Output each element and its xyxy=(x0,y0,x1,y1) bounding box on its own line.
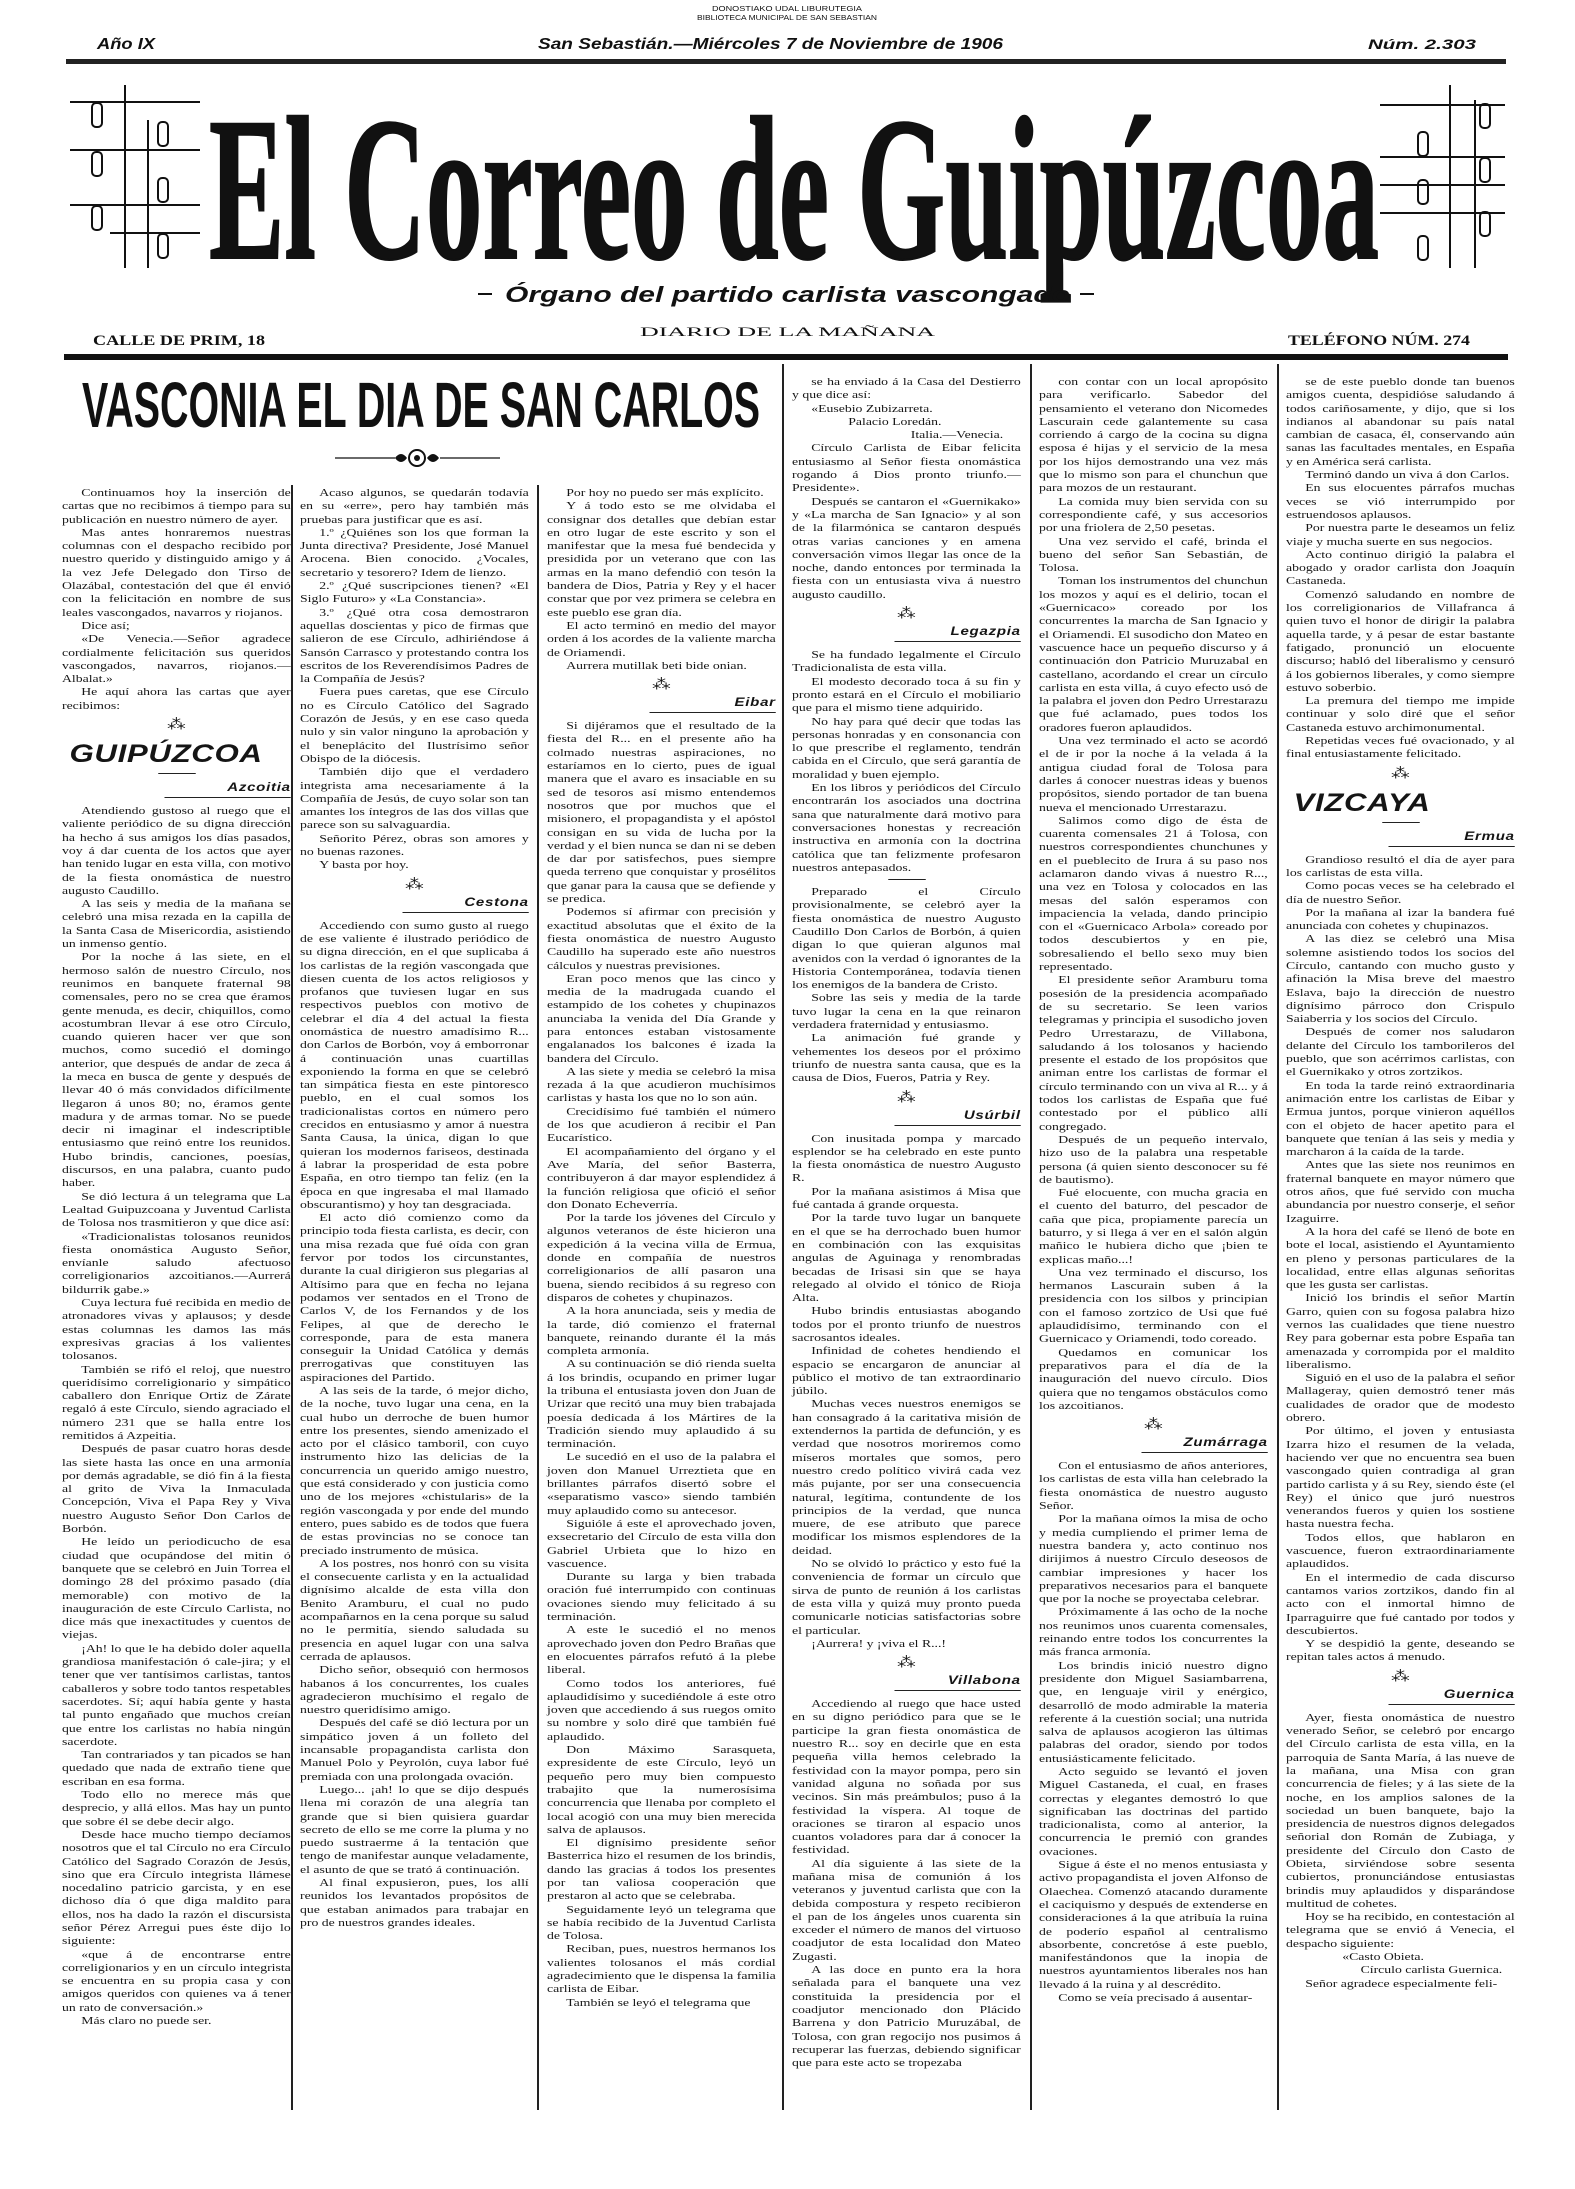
paragraph: Terminó dando un viva á don Carlos. xyxy=(1305,469,1510,482)
locality-heading: Eibar xyxy=(650,695,776,713)
paragraph: Le sucedió en el uso de la palabra el joven don Manuel Urreztieta que en brillantes párrafos disertó sobre el «separatismo vasco» siendo también muy aplaudido como su antecesor. xyxy=(547,1451,776,1517)
paragraph: El acompañamiento del órgano y el Ave María, del señor Basterra, contribuyeron á dar mayor esplendidez á la función religiosa que ofició el señor don Donato Echeverría. xyxy=(547,1145,776,1211)
telegraph-pole-illustration-right xyxy=(1380,85,1505,268)
asterism-ornament xyxy=(62,717,291,733)
paragraph: Siguióle á este el aprovechado joven, exsecretario del Círculo de esta villa don Gabriel Urbieta que lo hizo en vascuence. xyxy=(547,1517,776,1570)
paragraph: Crecidísimo fué también el número de los que acudieron á recibir el Pan Eucarístico. xyxy=(547,1105,776,1145)
paragraph: A las diez se celebró una Misa solemne asistiendo todos los socios del Círculo, cantando con mucho gusto y afinación la Misa breve del maestro Eslava, bajo la dirección de nuestro dignísimo párroco don Crispulo Saiaberria y los socios del Círculo. xyxy=(1286,933,1515,1026)
paragraph: Por la mañana oímos la misa de ocho y media cumpliendo el primer lema de nuestra bandera y, acto continuo nos dirijimos á nuestro Círculo deseosos de cambiar impresiones y hacer los preparativos necesarios para el banquete que por la noche se proyectaba celebrar. xyxy=(1039,1513,1268,1606)
paragraph: Accediendo al ruego que hace usted en su digno periódico para que se le participe la gran fiesta onomástica de nuestro R... soy en decirle que en esta pequeña villa hemos celebrado la festividad con la mayor pompa, pero sin vanidad alguna no soñada por sus vecinos. Sin más preámbulos; puso á la festividad la víspera. Al toque de oraciones se tiraron al espacio unos cuantos voladores para dar á conocer la festividad. xyxy=(792,1698,1021,1857)
paragraph: El presidente señor Aramburu toma posesión de la presidencia acompañado de su secretario. Se leen varios telegramas y principia el susodicho joven Pedro Urrestarazu, de Villabona, saludando á los tolosanos y haciendo presente el estado de los propósitos que animan entre los carlistas de formar el círculo terminando con un viva al R... y á todos los carlistas de España que fué contestado por el público allí congregado. xyxy=(1039,974,1268,1133)
paragraph: Por último, el joven y entusiasta Izarra hizo el resumen de la velada, haciendo ver que no encuentra sea buen vascongado quien contradiga al gran partido carlista y á su Rey, siendo éste (el Rey) el único que juró nuestros venerandos fueros y quien los sostiene hasta nuestra fecha. xyxy=(1286,1425,1515,1531)
article-column-6 xyxy=(1286,376,1515,1991)
paragraph: Y se despidió la gente, deseando se repitan tales actos á menudo. xyxy=(1286,1638,1515,1664)
paragraph: La comida muy bien servida con su correspondiente café, y sus accesorios por una friolera de 2,50 pesetas. xyxy=(1039,495,1268,535)
locality-heading: Ermua xyxy=(1389,829,1515,847)
asterism-ornament xyxy=(792,1655,1021,1671)
paragraph: Inició los brindis el señor Martín Garro, quien con su fogosa palabra hizo vernos las cualidades que tiene nuestro Rey para gobernar esta pobre España tan amenazada y corrompida por el maldito liberalismo. xyxy=(1286,1292,1515,1371)
paragraph: Se ha fundado legalmente el Círculo Tradicionalista de esta villa. xyxy=(792,649,1021,675)
year-label: Año IX xyxy=(95,36,157,53)
paragraph: Salimos como digo de ésta de cuarenta comensales 21 á Tolosa, con nuestros correspondientes chunchunes y en el pueblecito de Irura á su paso nos aclamaron dando vivas á nuestro R..., una vez en Tolosa y colocados en las mesas del salón esperamos con impaciencia la velada, dando principio con el «Guernicaco Arbola» coreado por todos descubiertos y en pie, sobresaliendo el bello sexo muy bien representado. xyxy=(1039,814,1268,974)
paragraph: La animación fué grande y vehementes los deseos por el próximo triunfo de nuestra santa causa, que es la causa de Dios, Fueros, Patria y Rey. xyxy=(792,1032,1021,1085)
paragraph: Por la mañana al izar la bandera fué anunciada con cohetes y chupinazos. xyxy=(1286,906,1515,933)
paragraph: Comenzó saludando en nombre de los correligionarios de Villafranca á quien tuvo el honor de dirigir la palabra aquella tarde, y á pesar de estar bastante fatigado, pronunció un elocuente discurso; habló del liberalismo y censuró á los gobiernos liberales, y como siempre estuvo soberbio. xyxy=(1286,588,1515,694)
paragraph: Reciban, pues, nuestros hermanos los valientes tolosanos el más cordial agradecimiento que le dispensa la familia carlista de Eibar. xyxy=(547,1943,776,1996)
locality-heading: Azcoitia xyxy=(165,780,291,798)
paragraph: También se leyó el telegrama que xyxy=(566,1996,751,2009)
paragraph: Por nuestra parte le deseamos un feliz viaje y mucha suerte en sus negocios. xyxy=(1286,522,1515,548)
paragraph: ¡Aurrera! y ¡viva el R...! xyxy=(811,1637,947,1650)
paragraph: Los brindis inició nuestro digno presidente don Miguel Sasiambarrena, que, en lenguaje viril y enérgico, desarrolló de modo admirable la materia referente á la cuestión social; una nutrida salva de aplausos acogieron las últimas palabras del orador, siendo por todos entusiásticamente felicitado. xyxy=(1039,1659,1268,1765)
issue-number: Núm. 2.303 xyxy=(1368,36,1477,52)
dateline: San Sebastián.—Miércoles 7 de Noviembre de 1906 xyxy=(538,36,1004,53)
paragraph: Y basta por hoy. xyxy=(319,859,409,872)
paragraph: También dijo que el verdadero integrista ama necesariamente á la Compañía de Jesús, de cuyo solar son tan amantes los íntegros de las dos villas que parece son su salvaguardia. xyxy=(300,766,529,832)
article-column-4 xyxy=(792,376,1021,2070)
asterism-ornament xyxy=(300,877,529,893)
tagline: DIARIO DE LA MAÑANA xyxy=(640,324,937,339)
paragraph: He leído un periodicucho de esa ciudad que ocupándose del mitin ó banquete que se celebró en Juin Torrea el domingo 28 del próximo pasado (día memorable) con motivo de la inauguración de este Círculo Carlista, no dice más que inexactitudes y cuentos de viejas. xyxy=(62,1536,291,1642)
address: CALLE DE PRIM, 18 xyxy=(93,333,265,349)
paragraph: Al día siguiente á las siete de la mañana misa de comunión á los veteranos y juventud carlista que con la debida compostura y respeto recibieron el pan de los ángeles unos cuarenta sin exceder el número de manos del virtuoso coadjutor de esta localidad don Mateo Zugasti. xyxy=(792,1857,1021,1963)
paragraph: Infinidad de cohetes hendiendo el espacio se encargaron de anunciar al público el motivo de tan extraordinario júbilo. xyxy=(792,1345,1021,1398)
paragraph: Después de pasar cuatro horas desde las siete hasta las once en una armonía por demás agradable, se dió fin á la fiesta al grito de Viva la Inmaculada Concepción, Viva el Papa Rey y Viva nuestro Augusto Señor Don Carlos de Borbón. xyxy=(62,1443,291,1536)
paragraph: Como se veía precisado á ausentar- xyxy=(1058,1992,1253,2005)
paragraph: se ha enviado á la Casa del Destierro y que dice así: xyxy=(792,376,1021,402)
paragraph: se de este pueblo donde tan buenos amigos cuenta, despidióse saludando á todos cariñosamente, y dijo, que si los indianos al abandonar su país natal cambian de casaca, él, conservando aún sanas las facultades mentales, en España y en América será carlista. xyxy=(1286,376,1515,468)
separator-rule xyxy=(888,879,926,880)
asterism-ornament xyxy=(1039,1417,1268,1433)
article-column-3 xyxy=(547,487,776,2010)
paragraph: Y á todo esto se me olvidaba el consignar dos detalles que debían estar en otro lugar de este escrito y son el manifestar que la mesa fué bendecida y presidida por un veterano que con las armas en la mano defendió con tesón la bandera de Dios, Patria y Rey y el hacer constar que por vez primera se celebra en este pueblo ese gran día. xyxy=(547,500,776,619)
paragraph: También se rifó el reloj, que nuestro queridísimo correligionario y simpático caballero don Enrique Ortiz de Zárate regaló á este Círculo, siendo agraciado el número 231 que se halla entre los remitidos á Azpeitia. xyxy=(62,1363,291,1442)
paragraph: A la hora del café se llenó de bote en bote el local, asistiendo el Ayuntamiento en pleno y personas particulares de la localidad, entre ellas algunas señoritas que les gusta ser carlistas. xyxy=(1286,1225,1515,1292)
paragraph: «que á de encontrarse entre correligionarios y en un círculo integrista se encuentra en su propia casa y con amigos queridos con quienes va á tener un rato de conversación.» xyxy=(62,1948,291,2014)
paragraph: A este le sucedió el no menos aprovechado joven don Pedro Brañas que en elocuentes párrafos refutó á la plebe liberal. xyxy=(547,1624,776,1677)
paragraph: Todos ellos, que hablaron en vascuence, fueron extraordinariamente aplaudidos. xyxy=(1286,1531,1515,1571)
paragraph: Acto seguido se levantó el joven Miguel Castaneda, el cual, en frases correctas y elegantes demostró lo que significaban las doctrinas del partido tradicionalista, como al anterior, la concurrencia le premió con grandes ovaciones. xyxy=(1039,1765,1268,1858)
paragraph: Accediendo con sumo gusto al ruego de ese valiente é ilustrado periódico de su digna dirección, en el que suplicaba á los carlistas de la región vascongada que diesen cuenta de los actos religiosos y profanos que tuviesen lugar en sus respectivos pueblos con motivo de celebrar el día 4 del actual la fiesta onomástica de nuestro amadísimo R... don Carlos de Borbón, voy á emborronar á continuación unas cuartillas exponiendo la forma en que se celebró tan simpática fiesta en este pintoresco pueblo, en el cual somos los tradicionalistas cortos en número pero crecidos en entusiasmo y amor á nuestra Santa Causa, la única, digan lo que quieran los modernos fariseos, destinada á labrar la prosperidad de esta pobre España, en otro tiempo tan feliz (en la época en que ingresaba el mal llamado obscurantismo) y hoy tan desgraciada. xyxy=(300,919,529,1211)
paragraph: Aurrera mutillak beti bide onian. xyxy=(566,659,747,672)
paragraph: Mas antes honraremos nuestras columnas con el despacho recibido por nuestro querido y distinguido amigo y á la vez Jefe Delegado don Tirso de Olazábal, contestación del que él envió con la felicitación en nombre de sus leales vascongados, navarros y riojanos. xyxy=(62,526,291,619)
paragraph: En sus elocuentes párrafos muchas veces se vió interrumpido por estruendosos aplausos. xyxy=(1286,482,1515,521)
asterism-ornament xyxy=(547,677,776,693)
paragraph: Una vez terminado el acto se acordó el de ir por la noche á la velada á la antigua ciudad foral de Tolosa para darles á conocer nuestras ideas y buenos propósitos, siendo portador de tan buena nueva el mencionado Urrestarazu. xyxy=(1039,735,1268,814)
paragraph: A las seis y media de la mañana se celebró una misa rezada en la capilla de la Santa Casa de Misericordia, asistiendo un inmenso gentío. xyxy=(62,898,291,951)
locality-heading: Villabona xyxy=(895,1673,1021,1691)
paragraph: Tan contrariados y tan picados se han quedado que nada de extraño tiene que escriban en esa forma. xyxy=(62,1749,291,1788)
paragraph: Dice así; xyxy=(81,619,130,632)
paragraph: Por la mañana asistimos á Misa que fué cantada á grande orquesta. xyxy=(792,1185,1021,1212)
telegram-address-line: Palacio Loredán. xyxy=(848,415,942,428)
paragraph: A su continuación se dió rienda suelta á los brindis, ocupando en primer lugar la tribuna el entusiasta joven don Juan de Urizar que recitó una muy bien trabajada poesía dedicada á los Mártires de la Tradición siendo muy aplaudido á su terminación. xyxy=(547,1358,776,1451)
masthead-subtitle: Órgano del partido carlista vascongado xyxy=(505,282,1070,307)
paragraph: Continuamos hoy la inserción de cartas que no recibimos á tiempo para su publicación en nuestro número de ayer. xyxy=(62,487,291,526)
paragraph: El modesto decorado toca á su fin y pronto estará en el Círculo el mobiliario que para el mismo tiene adquirido. xyxy=(792,675,1021,715)
paragraph: Todo ello no merece más que desprecio, y allá ellos. Mas hay un punto que sobre él se debe decir algo. xyxy=(62,1789,291,1828)
paragraph: A las siete y media se celebró la misa rezada á la que acudieron muchísimos carlistas y hasta los que no lo son aún. xyxy=(547,1065,776,1105)
paragraph: Por hoy no puedo ser más explícito. xyxy=(566,487,764,499)
column-rule xyxy=(1030,364,1032,2110)
paragraph: La premura del tiempo me impide continuar y solo diré que el señor Castaneda estuvo archimonumental. xyxy=(1286,695,1515,734)
headline: VASCONIA EL DIA DE SAN CARLOS xyxy=(82,369,760,441)
paragraph: Eran poco menos que las cinco y media de la madrugada cuando el estampido de los cohetes y chupinazos anunciaba la venida del Día Grande y para entonces estaban vistosamente engalanados los balcones é izada la bandera del Círculo. xyxy=(547,972,776,1065)
masthead-header xyxy=(0,0,1575,370)
paragraph: El dignísimo presidente señor Basterrica hizo el resumen de los brindis, dando las gracias á todos los presentes por tan valiosa cooperación que prestaron al acto que se celebraba. xyxy=(547,1837,776,1903)
paragraph: Por la noche á las siete, en el hermoso salón de nuestro Círculo, nos reunimos en banquete fraternal 98 comensales, pero no se crea que éramos gente menuda, es decir, chiquillos, como acostumbran llevar á ese otro Círculo, cuando quieren hacer ver que son muchos, como sucedió el domingo anterior, que después de andar de zeca á la meca en busca de gente y después de llevar 40 ó más convidados difícilmente llegaron á unos 80; no, éramos gente madura y de armas tomar. No se puede decir ni imaginar el indescriptible entusiasmo que reinó entre los reunidos. Hubo brindis, canciones, poesías, discursos, en una palabra, cuanto pudo haber. xyxy=(62,951,291,1190)
paragraph: Quedamos en comunicar los preparativos para el día de la inauguración del nuevo círculo. Dios quiera que no tengamos obstáculos como los azcoitianos. xyxy=(1039,1346,1268,1412)
paragraph: En el intermedio de cada discurso cantamos varios zortzikos, dando fin al acto con el inmortal himno de Iparraguirre que fué cantado por todos y descubiertos. xyxy=(1286,1571,1515,1637)
paragraph: Al final expusieron, pues, los allí reunidos los levantados propósitos de que estaban animados para trabajar en pro de nuestros grandes ideales. xyxy=(300,1876,529,1929)
paragraph: A los postres, nos honró con su visita el consecuente carlista y en la actualidad dignísimo alcalde de esta villa don Benito Aramburu, el cual no pudo acompañarnos en la cena porque su salud no le permitía, siendo saludada su presencia en aquel lugar con una salva cerrada de aplausos. xyxy=(300,1557,529,1663)
paragraph: No se olvidó lo práctico y esto fué la conveniencia de formar un círculo que sirva de punto de reunión á los carlistas de esta villa y quizá muy pronto pueda comunicarle noticias satisfactorias sobre el particular. xyxy=(792,1558,1021,1637)
paragraph: Más claro no puede ser. xyxy=(81,2015,212,2028)
paragraph: Toman los instrumentos del chunchun los mozos y aquí es el delirio, tocan el «Guernicaco» coreado por los concurrentes la marcha de San Ignacio y el Oriamendi. El susodicho don Mateo en vascuence hace un pequeño discurso y á continuación don Patricio Muruzabal en castellano, acordando el crear un círculo carlista en esta villa, á cuyo efecto usó de la palabra el joven don Pedro Urrestarazu que fué aclamado, pues todos los oradores fueron aplaudidos. xyxy=(1039,575,1268,734)
paragraph: Antes que las siete nos reunimos en fraternal banquete en mayor número que otros años, que fué servido con mucha abundancia por nuestro conserje, el señor Izaguirre. xyxy=(1286,1159,1515,1225)
headline-block xyxy=(0,360,790,485)
asterism-ornament xyxy=(1286,1669,1515,1685)
article-column-5 xyxy=(1039,376,1268,2005)
region-heading: VIZCAYA xyxy=(1293,788,1431,817)
paragraph: Seguidamente leyó un telegrama que se había recibido de la Juventud Carlista de Tolosa. xyxy=(547,1903,776,1943)
column-rule xyxy=(537,485,539,2110)
asterism-ornament xyxy=(792,606,1021,622)
column-rule xyxy=(1277,364,1279,2110)
paragraph: El acto terminó en medio del mayor orden á los acordes de la valiente marcha de Oriamendi. xyxy=(547,619,776,659)
paragraph: Acaso algunos, se quedarán todavía en su «erre», pero hay también más pruebas para justificar que es así. xyxy=(300,487,529,526)
paragraph: Don Máximo Sarasqueta, expresidente de este Círculo, leyó un pequeño pero muy bien compuesto trabajito que la numerosísima concurrencia que llenaba por completo el local acogió con una muy bien merecida salva de aplausos. xyxy=(547,1744,776,1836)
paragraph: Sobre las seis y media de la tarde tuvo lugar la cena en la que reinaron verdadera fraternidad y entusiasmo. xyxy=(792,992,1021,1032)
paragraph: Como todos los anteriores, fué aplaudidísimo y sucediéndole á este otro joven que accediendo á sus ruegos omito su nombre y solo diré que también fué aplaudido. xyxy=(547,1677,776,1743)
paragraph: Una vez terminado el discurso, los hermanos Lascurain suben á la presidencia con los silbos y principian con el famoso zortzico de Usi que fué aplaudidísimo, terminando con el Guernicaco y Oriamendi, todo coreado. xyxy=(1039,1266,1268,1346)
paragraph: Por la tarde los jóvenes del Círculo y algunos veteranos de éste hicieron una expedición á la vecina villa de Ermua, donde en compañía de nuestros correligionarios de allí pasaron una buena, siendo recibidos á su regreso con disparos de cohetes y chupinazos. xyxy=(547,1212,776,1304)
paragraph: Como pocas veces se ha celebrado el día de nuestro Señor. xyxy=(1286,880,1515,906)
paragraph: Después se cantaron el «Guernikako» y «La marcha de San Ignacio» y al son de la filarmónica se cantaron después otras varias canciones y en amena conversación vimos llegar las once de la noche, dando entonces por terminada la fiesta con un entusiasta viva á nuestro augusto caudillo. xyxy=(792,495,1021,601)
library-stamp-line-2: BIBLIOTECA MUNICIPAL DE SAN SEBASTIAN xyxy=(697,15,877,22)
paragraph: Fuera pues caretas, que ese Círculo no es Círculo Católico del Sagrado Corazón de Jesús, y en ese caso queda nulo y sin valor ninguno la aprobación y el beneplácito del Ilustrísimo señor Obispo de la diócesis. xyxy=(300,686,529,765)
ornament-divider xyxy=(335,450,500,466)
paragraph: Hubo brindis entusiastas abogando todos por el pronto triunfo de nuestros sacrosantos ideales. xyxy=(792,1305,1021,1344)
masthead-title: El Correo de Guipúzcoa xyxy=(209,76,1379,303)
paragraph: Después del café se dió lectura por un simpático joven á un folleto del incansable propagandista carlista don Manuel Polo y Peyrolón, cuya labor fué premiada con una prolongada ovación. xyxy=(300,1717,529,1783)
paragraph: Señor agradece especialmente feli- xyxy=(1305,1977,1498,1990)
paragraph: Muchas veces nuestros enemigos se han consagrado á la caritativa misión de extendernos la partida de defunción, y es verdad que nosotros moriremos como míseros mortales que somos, pero nuestro credo político vivirá cada vez más pujante, por ser una consecuencia natural, legítima, contundente de los principios de la verdad, que nunca muere, de ese atributo que parece modificar los mismos esplendores de la deidad. xyxy=(792,1398,1021,1557)
telegram-address-line: «Casto Obieta. xyxy=(1342,1951,1424,1964)
library-stamp-line-1: DONOSTIAKO UDAL LIBURUTEGIA xyxy=(712,6,863,13)
paragraph: Próximamente á las ocho de la noche nos reunimos unos cuarenta comensales, reinando entre todos los concurrentes la más franca armonía. xyxy=(1039,1606,1268,1659)
paragraph: Después de un pequeño intervalo, hizo uso de la palabra una respetable persona (á quien siento desconocer su fé de bautismo). xyxy=(1039,1133,1268,1186)
paragraph: Luego... ¡ah! lo que se dijo después llena mi corazón de una alegría tan grande que si bien quisiera guardar secreto de ello se me corre la pluma y no puedo sustraerme á la tentación que tengo de manifestar aunque veladamente, el asunto de que se trató á continuación. xyxy=(300,1783,529,1876)
paragraph: 3.º ¿Qué otra cosa demostraron aquellas doscientas y pico de firmas que salieron de ese Círculo, adhiriéndose á Sansón Carrasco y protestando contra los escritos de los Reverendísimos Padres de la Compañía de Jesús? xyxy=(300,606,529,686)
telegram-address-line: Italia.—Venecia. xyxy=(910,429,1004,442)
paragraph: Siguió en el uso de la palabra el señor Mallageray, quien demostró tener más cualidades de orador que de modesto obrero. xyxy=(1286,1372,1515,1425)
paragraph: Dicho señor, obsequió con hermosos habanos á los concurrentes, los cuales agradecieron muchísimo el regalo de nuestro queridísimo amigo. xyxy=(300,1664,529,1717)
paragraph: Ayer, fiesta onomástica de nuestro venerado Señor, se celebró por encargo del Círculo carlista de esta villa, en la parroquia de Santa María, á las nueve de la mañana, una Misa con gran concurrencia de fieles; y á las siete de la noche, en los amplios salones de la sociedad un buen banquete, bajo la presidencia de nuestros dignos delegados señorial don Román de Zubiaga, y presidente del Círculo don Casto de Obieta, sirviéndose sobre sesenta cubiertos, pronunciándose entusiastas brindis muy aplaudidos y disparándose multitud de cohetes. xyxy=(1286,1711,1515,1910)
locality-heading: Guernica xyxy=(1389,1687,1515,1705)
telegram-address-line: «Eusebio Zubizarreta. xyxy=(811,402,933,415)
asterism-ornament xyxy=(792,1090,1021,1106)
telegram-signature-line: Círculo carlista Guernica. xyxy=(1360,1964,1503,1977)
asterism-ornament xyxy=(1286,766,1515,782)
paragraph: Repetidas veces fué ovacionado, y al final entusiastamente felicitado. xyxy=(1286,735,1515,761)
paragraph: Señorito Pérez, obras son amores y no buenas razones. xyxy=(300,832,529,859)
locality-heading: Zumárraga xyxy=(1142,1435,1268,1453)
paragraph: Desde hace mucho tiempo decíamos nosotros que el tal Círculo no era Círculo Católico del Sagrado Corazón de Jesús, sino que era Círculo integrista llámese nocedalino patricio garcista, y en ese dichoso día ó que diga maldito para ellos, nos ha dado la razón el discursista señor Pérez Arregui pues éste dijo lo siguiente: xyxy=(62,1828,291,1948)
paragraph: «De Venecia.—Señor agradece cordialmente felicitación sus queridos vascongados, navarros, riojanos.—Albalat.» xyxy=(62,633,291,686)
locality-heading: Usúrbil xyxy=(895,1108,1021,1126)
article-column-2 xyxy=(300,487,529,1930)
paragraph: A las doce en punto era la hora señalada para el banquete una vez constituida la presidencia por el coadjutor mencionado don Plácido Barrena y don Patricio Muruzábal, de Tolosa, con gran regocijo nos pusimos á recuperar las fuerzas, debiendo significar que para este acto se tropezaba xyxy=(792,1964,1021,2070)
paragraph: He aquí ahora las cartas que ayer recibimos: xyxy=(62,686,291,712)
separator-rule xyxy=(1382,822,1420,823)
column-rule xyxy=(291,485,293,2110)
paragraph: Si dijéramos que el resultado de la fiesta del R... en el presente año ha colmado nuestras aspiraciones, no estaríamos en lo cierto, pues de igual manera que el avaro es insaciable en su sed de tesoros así mismo entendemos nosotros que por muchos que el misionero, el propagandista y el apóstol consigan en su vida de lucha por la verdad y el bien nunca se dan ni se deben de dar por satisfechos, pues siempre queda terreno que conquistar y prosélitos que ganar para la causa que se defiende y se predica. xyxy=(547,720,776,906)
paragraph: Se dió lectura á un telegrama que La Lealtad Guipuzcoana y Juventud Carlista de Tolosa nos trasmitieron y que dice así: xyxy=(62,1190,291,1230)
paragraph: 2.º ¿Qué suscripciones tienen? «El Siglo Futuro» y «La Constancia». xyxy=(300,580,529,606)
paragraph: En los libros y periódicos del Círculo encontrarán los asociados una doctrina sana que naturalmente dará motivo para conversaciones honestas y recreación instructiva en armonía con la doctrina católica que tan felizmente profesaron nuestros antepasados. xyxy=(792,782,1021,874)
paragraph: Círculo Carlista de Eibar felicita entusiasmo al Señor fiesta onomástica rogando á Dios pronto triunfo.—Presidente». xyxy=(792,442,1021,495)
locality-heading: Cestona xyxy=(403,895,529,913)
paragraph: Durante su larga y bien trabada oración fué interrumpido con continuas ovaciones siendo muy felicitado á su terminación. xyxy=(547,1571,776,1624)
paragraph: Con inusitada pompa y marcado esplendor se ha celebrado en este punto la fiesta onomástica de nuestro Augusto R. xyxy=(792,1132,1021,1185)
paragraph: Hoy se ha recibido, en contestación al telegrama que se envió á Venecia, el despacho siguiente: xyxy=(1286,1911,1515,1950)
paragraph: «Tradicionalistas tolosanos reunidos fiesta onomástica Augusto Señor, envíanle saludo afectuoso correligionarios azcoitianos.—Aurrerá bildurrik gabe.» xyxy=(62,1230,291,1296)
paragraph: Después de comer nos saludaron delante del Círculo los tamborileros del pueblo, que son acérrimos carlistas, con el Guernikako y otros zortzikos. xyxy=(1286,1026,1515,1079)
paragraph: Cuya lectura fué recibida en medio de atronadores vivas y aplausos; y desde estas columnas les damos las más expresivas gracias á los valientes tolosanos. xyxy=(62,1297,291,1363)
paragraph: A las seis de la tarde, ó mejor dicho, de la noche, tuvo lugar una cena, en la cual hubo un derroche de buen humor entre los presentes, siendo amenizado el acto por el clásico tamboril, con cuyo instrumento hizo las delicias de la concurrencia un querido amigo nuestro, que está considerado y con justicia como uno de los mejores «chistularis» de la región vascongada y por ende del mundo entero, pues sabido es de todos que fuera de estas provincias no se conoce tan preciado instrumento de música. xyxy=(300,1385,529,1557)
region-heading: GUIPÚZCOA xyxy=(69,740,263,769)
separator-rule xyxy=(158,773,196,774)
paragraph: Con el entusiasmo de años anteriores, los carlistas de esta villa han celebrado la fiesta onomástica de nuestro augusto Señor. xyxy=(1039,1460,1268,1513)
paragraph: En toda la tarde reinó extraordinaria animación entre los carlistas de Eibar y Ermua juntos, porque vinieron aquéllos con el objeto de hacer apetito para el banquete que tenían á las seis y media y marcharon á la caída de la tarde. xyxy=(1286,1079,1515,1159)
telegraph-pole-illustration-left xyxy=(70,85,200,268)
paragraph: A la hora anunciada, seis y media de la tarde, dió comienzo el fraternal banquete, reinando durante él la más completa armonía. xyxy=(547,1305,776,1358)
paragraph: No hay para qué decir que todas las personas honradas y en consonancia con lo que prescribe el reglamento, tendrán cabida en el Círculo, que será garantía de moralidad y buen ejemplo. xyxy=(792,715,1021,781)
paragraph: Acto continuo dirigió la palabra el abogado y orador carlista don Joaquín Castaneda. xyxy=(1286,548,1515,588)
paragraph: El acto dió comienzo como da principio toda fiesta carlista, es decir, con una misa rezada que fué oída con gran fervor por todos los circunstantes, durante la cual dirigieron sus plegarias al Altísimo para que en fecha no lejana podamos ver sentados en el Trono de Carlos V, de los Fernandos y de los Felipes, al que de derecho le corresponde, para de esta manera conseguir la Unidad Católica y demás prerrogativas que constituyen las aspiraciones del Partido. xyxy=(300,1212,529,1384)
paragraph: Podemos sí afirmar con precisión y exactitud absolutas que el éxito de la fiesta onomástica de nuestro Augusto Caudillo ha superado este año nuestros cálculos y nuestras previsiones. xyxy=(547,906,776,972)
telephone: TELÉFONO NÚM. 274 xyxy=(1288,333,1441,349)
paragraph: Grandioso resultó el día de ayer para los carlistas de esta villa. xyxy=(1286,853,1515,879)
paragraph: Una vez servido el café, brinda el bueno del señor San Sebastián, de Tolosa. xyxy=(1039,535,1268,575)
paragraph: Atendiendo gustoso al ruego que el valiente periódico de su digna dirección ha hecho á sus amigos los días pasados, voy á dar cuenta de los actos que ayer han tenido lugar en esta villa, con motivo de la fiesta onomástica de nuestro augusto Caudillo. xyxy=(62,805,291,897)
paragraph: ¡Ah! lo que le ha debido doler aquella grandiosa manifestación ó cale-jira; y el tener que ver tantísimos carlistas, tantos caballeros y sobre todo tantos respetables sacerdotes. Sí; aquí había gente y hasta tal punto engañado que muchos creían que entre los carlistas no había ningún sacerdote. xyxy=(62,1642,291,1748)
top-rule xyxy=(66,59,1506,64)
paragraph: Por la tarde tuvo lugar un banquete en el que se ha derrochado buen humor en combinación con las exquisitas angulas de Aguinaga y renombradas becadas de Irisasi sin que se haya relegado al olvido el tónico de Rioja Alta. xyxy=(792,1212,1021,1305)
paragraph: 1.º ¿Quiénes son los que forman la Junta directiva? Presidente, José Manuel Arocena. Bien conocido. ¿Vocales, secretario y tesorero? Idem de lienzo. xyxy=(300,526,529,579)
paragraph: Preparado el Círculo provisionalmente, se celebró ayer la fiesta onomástica de nuestro Augusto Caudillo Don Carlos de Borbón, á quien digan lo que quieran algunos mal avenidos con la verdad ó ignorantes de la Historia Contemporánea, todavía tienen los enemigos de la bandera de Cristo. xyxy=(792,886,1021,992)
paragraph: Sigue á éste el no menos entusiasta y activo propagandista el joven Alfonso de Olaechea. Comenzó atacando duramente el caciquismo y después de extenderse en consideraciones á la que atribuía la ruina de poderío español al centralismo absorbente, concretóse á este pueblo, manifestándonos que la inopia de nuestros ayuntamientos liberales nos han llevado á la ruina y al descrédito. xyxy=(1039,1859,1268,1991)
paragraph: Fué elocuente, con mucha gracia en el cuento del baturro, del pescador de caña que pica, propiamente parecía un baturro, y si llega á ver en el salón algún mañico le hubiera dicho que ¡bien te explicas maño...! xyxy=(1039,1187,1268,1266)
article-column-1 xyxy=(62,487,291,2028)
locality-heading: Legazpia xyxy=(895,624,1021,642)
paragraph: con contar con un local apropósito para verificarlo. Sabedor del pensamiento el veterano don Nicomedes Lascurain cede galantemente su casa corriendo á cargo de la cocina su digna esposa é hijas y el servicio de la mesa por los hijos demostrando una vez más que lo mismo son para el chunchun que para mozos de un restaurant. xyxy=(1039,376,1268,495)
column-rule xyxy=(782,364,784,2110)
